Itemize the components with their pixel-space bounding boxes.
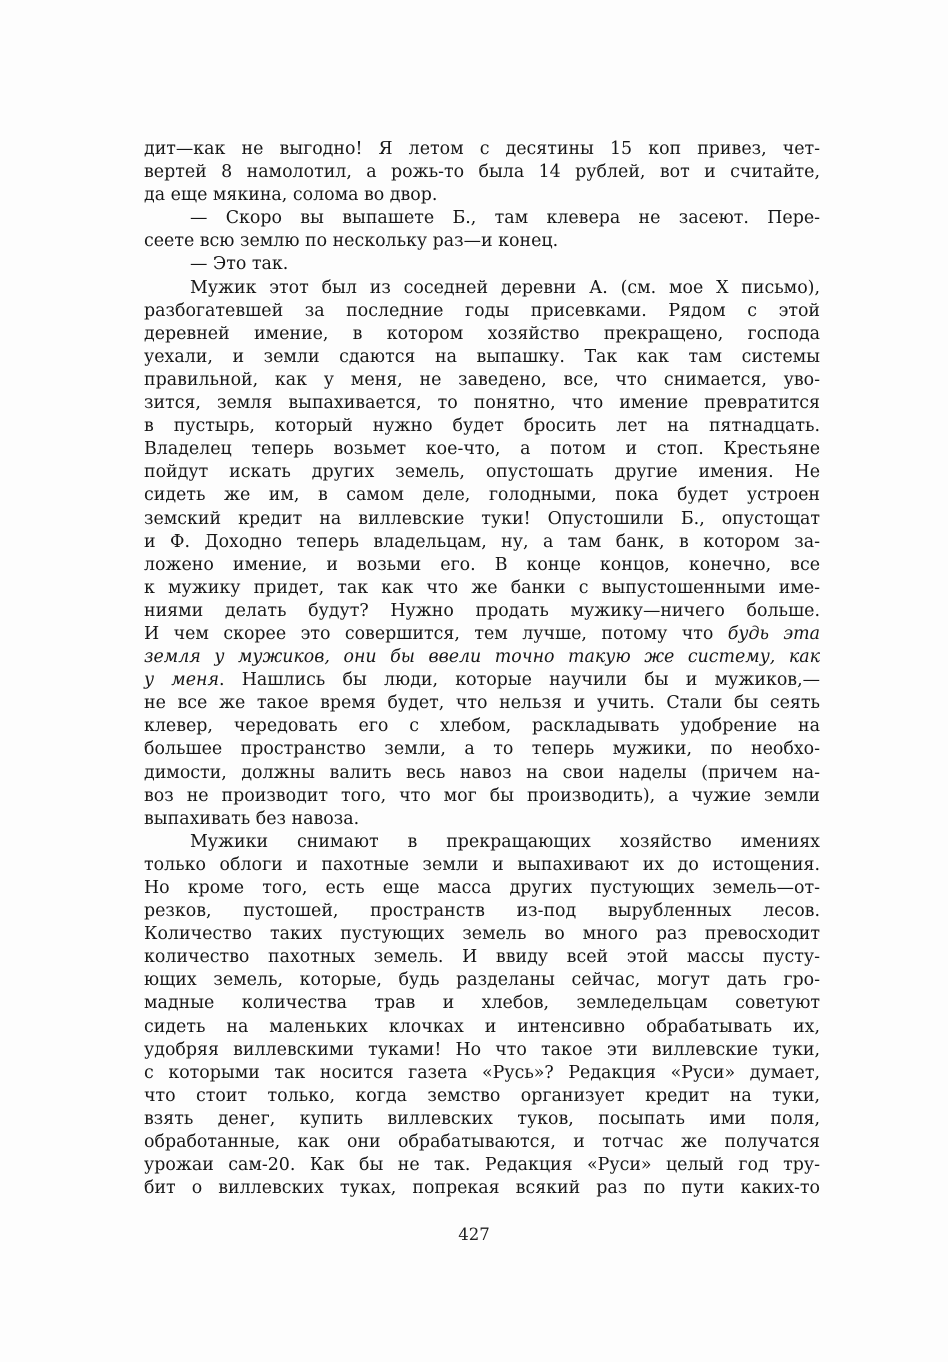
- text-line: уехали, и земли сдаются на выпашку. Так как там системы: [144, 346, 820, 367]
- text-line: в пустырь, который нужно будет бросить лет на пятнадцать.: [144, 416, 820, 437]
- text-line: с которыми так носится газета «Русь»? Редакция «Руси» думает,: [144, 1062, 820, 1083]
- text-line: ниями делать будут? Нужно продать мужику—ничего больше.: [144, 600, 820, 621]
- text-line: к мужику придет, так как что же банки с выпустошенными име-: [144, 577, 820, 598]
- italic-text: у меня: [144, 670, 219, 691]
- line-text: И чем скорее это совершится, тем лучше, потому что: [144, 623, 728, 644]
- text-line: Мужик этот был из соседней деревни А. (см. мое X письмо),: [190, 277, 820, 298]
- text-line: пойдут искать других земель, опустошать другие имения. Не: [144, 462, 820, 483]
- text-line: выпахивать без навоза.: [144, 808, 360, 829]
- text-line: правильной, как у меня, не заведено, все, что снимается, уво-: [144, 369, 820, 390]
- text-line: [144, 646, 820, 669]
- text-line: [144, 623, 820, 646]
- line-text: . Нашлись бы люди, которые научили бы и мужиков,—: [218, 670, 820, 691]
- italic-text: будь эта: [727, 623, 820, 644]
- text-line: Количество таких пустующих земель во много раз превосходит: [144, 924, 820, 945]
- text-line: резков, пустошей, пространств из-под вырубленных лесов.: [144, 901, 820, 922]
- text-line: разбогатевшей за последние годы присевками. Рядом с этой: [144, 300, 820, 321]
- text-line: земский кредит на виллевские туки! Опустошили Б., опустощат: [144, 508, 820, 529]
- text-line: сеете всю землю по нескольку раз—и конец.: [144, 231, 559, 252]
- text-line: дит—как не выгодно! Я летом с десятины 15 коп привез, чет-: [144, 139, 820, 159]
- text-line: обработанные, как они обрабатываются, и тотчас же получатся: [144, 1132, 820, 1153]
- text-line: — Это так.: [190, 254, 289, 275]
- text-line: взять денег, купить виллевских туков, посыпать ими поля,: [144, 1108, 820, 1129]
- text-line: бит о виллевских туках, попрекая всякий раз по пути каких-то: [144, 1178, 820, 1199]
- text-line: только облоги и пахотные земли и выпахивают их до истощения.: [144, 854, 820, 875]
- text-line: [144, 669, 820, 692]
- page-number: 427: [458, 1225, 490, 1244]
- text-line: удобряя виллевскими туками! Но что такое эти виллевские туки,: [144, 1039, 820, 1060]
- text-line: ющих земель, которые, будь разделаны сейчас, могут дать гро-: [144, 970, 820, 991]
- text-line: что стоит только, когда земство организует кредит на туки,: [144, 1085, 820, 1106]
- text-line: не все же такое время будет, что нельзя и учить. Стали бы сеять: [144, 693, 820, 714]
- text-line: деревней имение, в котором хозяйство прекращено, господа: [144, 323, 820, 344]
- text-line: Но кроме того, есть еще масса других пустующих земель—от-: [144, 878, 820, 898]
- text-line: Владелец теперь возьмет кое-что, а потом и стоп. Крестьяне: [144, 439, 820, 460]
- text-line: и Ф. Доходно теперь владельцам, ну, а там банк, в котором за-: [144, 531, 820, 552]
- text-line: Мужики снимают в прекращающих хозяйство имениях: [190, 831, 820, 852]
- body-text: [144, 138, 820, 1200]
- text-line: — Скоро вы выпашете Б., там клевера не засеют. Пере-: [190, 208, 820, 229]
- text-line: клевер, чередовать его с хлебом, раскладывать удобрение на: [144, 716, 820, 737]
- text-line: мадные количества трав и хлебов, земледельцам советуют: [144, 993, 820, 1014]
- text-line: да еще мякина, солома во двор.: [144, 185, 438, 206]
- text-line: урожаи сам-20. Как бы не так. Редакция «Руси» целый год тру-: [144, 1155, 820, 1176]
- text-line: сидеть на маленьких клочках и интенсивно обрабатывать их,: [144, 1016, 820, 1037]
- text-line: вертей 8 намолотил, а рожь-то была 14 рублей, вот и считайте,: [144, 162, 820, 183]
- text-line: воз не производит того, что мог бы производить), а чужие земли: [144, 785, 820, 806]
- text-line: сидеть же им, в самом деле, голодными, пока будет устроен: [144, 485, 820, 506]
- text-line: зится, земля выпахивается, то понятно, что имение превратится: [144, 393, 820, 414]
- text-line: димости, должны валить весь навоз на свои наделы (причем на-: [144, 762, 820, 783]
- italic-text: земля у мужиков, они бы ввели точно такую же систему, как: [144, 647, 820, 668]
- text-line: количество пахотных земель. И ввиду всей этой массы пусту-: [144, 947, 820, 968]
- text-line: ложено имение, и возьми его. В конце концов, конечно, все: [144, 554, 820, 575]
- text-line: большее пространство земли, а то теперь мужики, по необхо-: [144, 739, 820, 760]
